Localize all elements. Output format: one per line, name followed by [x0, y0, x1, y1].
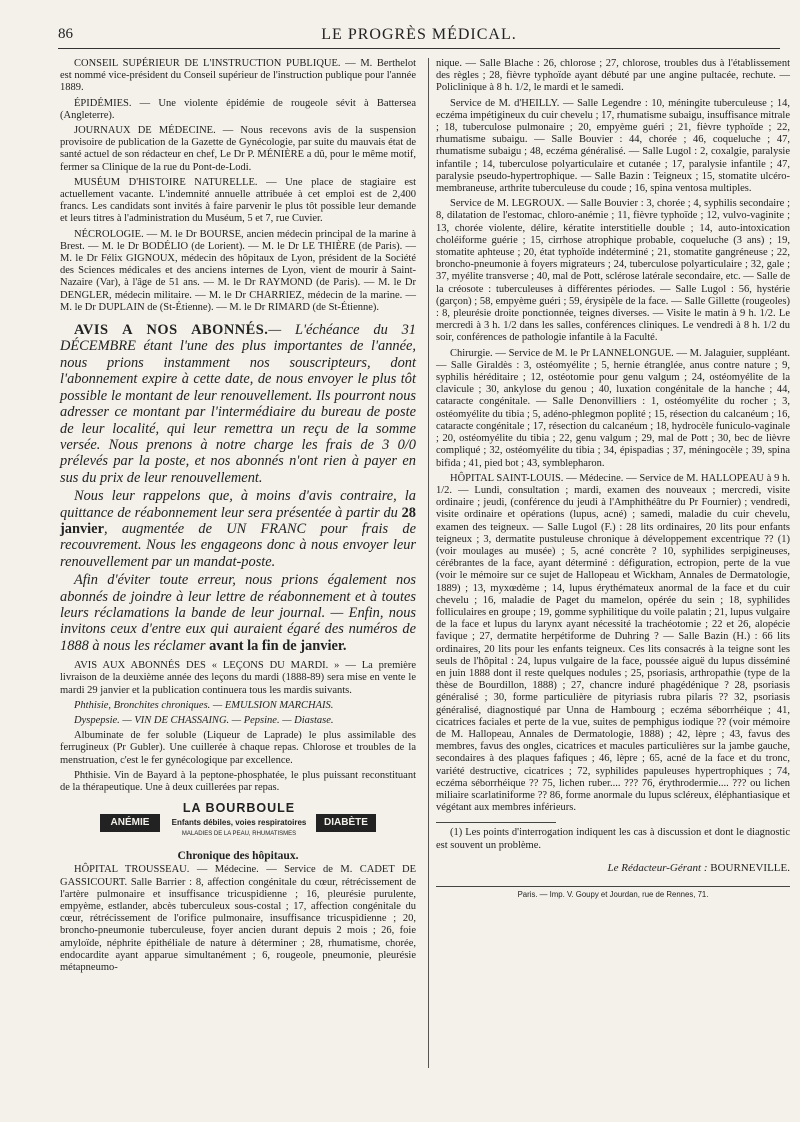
chronique-title: Chronique des hôpitaux. [177, 850, 299, 863]
printer-line: Paris. — Imp. V. Goupy et Jourdan, rue de Rennes, 71. [436, 886, 790, 901]
right-column [436, 58, 790, 901]
saint-louis-paragraph: HÔPITAL SAINT-LOUIS. — Médecine. — Service de M. HALLOPEAU à 9 h. 1/2. — Lundi, consultation ; mardi, examen des nouveaux ; mercredi, visite ordinaire ; jeudi, (conférence du jeudi à l'Amphithéâtre du Pr Fournier) ; vendredi, visite ordinaire et opérations (lupus, acné) ; samedi, maladie du cuir chevelu, examen des teigneux. — Salle Lugol (F.) : 28 lits ordinaires, 20 lits pour enfants teigneux ; 3, dermatite pustuleuse chronique à développement excentrique ?? (1) (voir moulages au musée) ; 5, acné concrète ? 10, syphilides serpigineuses, cérébrantes de la face, ayant déterminé : défiguration, ectropion, perte de la vue (voir le mémoire sur ce sujet de Hallopeau et Wickham, Annales de Dermatologie, 1889) ; 13, myxœdème ; 14, lupus érythémateux anormal de la face et du cuir chevelu ; 16, maladie de Paget du mamelon, opérée du sein ; 18, syphilides folliculaires en groupe ; 19, gomme syphilitique du voile palatin ; 21, lupus vulgaire de la face et lupus du larynx ayant nécessité la trachéotomie ; 22 et 26, alopécie favique ; 27, dermatite herpétiforme de Duhring ? — Salle Bazin (H.) : 66 lits ordinaires, 20 lits pour les enfants teigneux. Ces lits consacrés à la teigne sont les seuls de l'hôpital : 24, lupus vulgaire de la face, poussée aiguë du lupus disséminé en juin 1888 dont il reste quelques nodules ; 25, psoriasis, arthropathie (type de la thèse de Bourdillon, 1888) ; 27, chancre induré phagédénique ? 28, psoriasis généralisé ; 30, forme particulière de pityriasis rubra pilaris ?? 32, psoriasis généralisé, diagnostiqué par Unna de Hambourg ; eczéma séborrhéique ; 41, cicatrices faciales et perte de la vue, suites de pemphigus iodique ?? (voir mémoire de M. Hallopeau, Annales de Dermatologie, 1888) ; 42, lèpre ; 43, favus des membres, favus des ongles, cicatrices et macules particulières sur la jambe gauche, secondaires à des plaques fafiques ; 46, lèpre ; 65, acné de la face et du tronc, variété destructive, cicatrices ; 72, syphilides papuleuses hypertrophiques ; 74, eczéma séborrhéique ?? 75, lichen ruber.... ??? 76, érythrodermie.... ??? ou lichen miliaire scarlatiniforme ?? 86, forme anormale du lupus scléreux, éléphantiasique et végétant aux membres inférieurs. [436, 472, 790, 814]
journaux-paragraph: JOURNAUX DE MÉDECINE. — Nous recevons avis de la suspension provisoire de publication de la Gazette de Gynécologie, par suite du mauvais état de santé actuel de son rédacteur en chef, Le Dr P. MÉNIÈRE a dû, pour le même motif, fermer sa Clinique de la rue du Pont-de-Lodi. [60, 125, 416, 173]
avis-heading: AVIS A NOS ABONNÉS. [74, 322, 269, 339]
signature [436, 862, 790, 874]
signature-name: BOURNEVILLE. [710, 861, 790, 874]
footnote: (1) Les points d'interrogation indiquent les cas à discussion et dont le diagnostic est souvent un problème. [436, 827, 790, 851]
avis-p2a: Nous leur rappelons que, à moins d'avis contraire, la quittance de réabonnement leur sera présentée à partir du [60, 488, 416, 521]
museum-paragraph: MUSÉUM D'HISTOIRE NATURELLE. — Une place de stagiaire est actuellement vacante. L'indemnité annuelle attribuée à cet emploi est de 2,400 francs. Les candidats sont invités à faire parvenir le plus tôt possible leur demande et leurs titres à l'administration du Muséum, 5 et 7, rue Cuvier. [60, 176, 416, 225]
blache-paragraph: nique. — Salle Blache : 26, chlorose ; 27, chlorose, troubles dus à l'établissement des règles ; 28, fièvre typhoïde ayant débuté par une angine pultacée, rechute. — Policlinique à 8 h. 1/2, le mardi et le samedi. [436, 58, 790, 94]
bourboule-line2: MALADIES DE LA PEAU, RHUMATISMES [181, 831, 297, 838]
masthead: LE PROGRÈS MÉDICAL. [321, 26, 517, 43]
bourboule-title: LA BOURBOULE [182, 801, 296, 816]
footnote-rule [436, 822, 556, 823]
dyspepsie-ad: Dyspepsie. — VIN DE CHASSAING. — Pepsine. — Diastase. [74, 715, 334, 726]
conseil-paragraph: CONSEIL SUPÉRIEUR DE L'INSTRUCTION PUBLIQUE. — M. Berthelot est nommé vice-président du Conseil supérieur de l'instruction publique pour l'année 1889. [60, 58, 416, 94]
lecons-paragraph: AVIS AUX ABONNÉS DES « LEÇONS DU MARDI. » — La première livraison de la deuxième année des leçons du mardi (1888-89) sera mise en vente le mardi 29 janvier et la publication continuera tous les mardis suivants. [60, 660, 416, 696]
trousseau-paragraph: HÔPITAL TROUSSEAU. — Médecine. — Service de M. CADET DE GASSICOURT. Salle Barrier : 8, affection congénitale du cœur, rétrécissement de l'artère pulmonaire et insuffisance tricuspidienne ; 16, pleurésie purulente, empyème, estlander, abcès tuberculeux sous-costal ; 17, affection congénitale du cœur, rétrécissement de l'orifice pulmonaire, insuffisance tricuspidienne ; 20, broncho-pneumonie tuberculeuse, foyer ancien durant depuis 2 mois ; 26, foie amyloïde, néphrite épithéliale de nature à déterminer ; 28, rhumatisme, chorée, endocardite ayant apparue simultanément ; 6, rougeole, pneumonie, pleurésie métapneumo- [60, 864, 416, 974]
epidemies-paragraph: ÉPIDÉMIES. — Une violente épidémie de rougeole sévit à Battersea (Angleterre). [60, 97, 416, 121]
chirurgie-paragraph: Chirurgie. — Service de M. le Pr LANNELONGUE. — M. Jalaguier, suppléant. — Salle Giraldès : 3, ostéomyélite ; 5, hernie étranglée, anus contre nature ; 9, syphilis héréditaire ; 12, ostéotomie pour genu valgum ; 24, ostéomyélite de la clavicule ; 30, ankylose du genou ; 40, luxation congénitale de la hanche ; 44, cataracte congénitale. — Salle Denonvilliers : 1, ostéomyélite du rocher ; 3, ostéomyélite du tibia ; 5, adéno-phlegmon poplité ; 15, résection du calcanéum ; 16, cataracte congénitale ; 17, résection du calcanéum ; 18, hydrocèle funiculo-vaginale ; 20, ostéomyélite du tibia ; 22, genu valgum ; 29, mal de Pott ; 30, bec de lièvre compliqué ; 32, ostéomyélite du tibia ; 34, épispadias ; 37, méningocèle ; 39, spina bifida ; 41, pied bot ; 43, symblepharon. [436, 347, 790, 469]
signature-label: Le Rédacteur-Gérant : [607, 861, 708, 874]
necrologie-paragraph: NÉCROLOGIE. — M. le Dr BOURSE, ancien médecin principal de la marine à Brest. — M. le Dr BODÉLIO (de Lorient). — M. le Dr LE THIÈRE (de Paris). — M. le Dr Félix GIGNOUX, médecin des hôpitaux de Lyon, président de la Société des Sciences médicales et des anciens internes de Lyon, vient de mourir à Saint-Nazaire (Var), à l'âge de 51 ans. — M. le Dr RAYMOND (de Paris). — M. le Dr DENGLER, médecin militaire. — M. le Dr CHARRIEZ, médecin de la marine. — M. le Dr DUPLAIN de (St-Étienne). — M. le Dr RIMARD (de St-Étienne). [60, 228, 416, 313]
anemie-label: ANÉMIE [100, 814, 160, 832]
avis-date: 28 janvier [60, 504, 416, 537]
page-number: 86 [58, 26, 73, 42]
albuminate-ad: Albuminate de fer soluble (Liqueur de Laprade) le plus assimilable des ferrugineux (Pr Gubler). Une cuillerée à chaque repas. Chlorose et troubles de la menstruation, c'est le fer gynécologique par excellence. [60, 730, 416, 766]
avis-p3a: Afin d'éviter toute erreur, nous prions également nos abonnés de joindre à leur lettre de réabonnement et à toutes leurs réclamations la bande de leur journal. — Enfin, nous invitons ceux d'entre eux qui auraient égaré des numéros de 1888 à nous les réclamer [60, 572, 416, 654]
heilly-paragraph: Service de M. d'HEILLY. — Salle Legendre : 10, méningite tuberculeuse ; 14, eczéma impétigineux du cuir chevelu ; 17, rhumatisme subaigu, insuffisance mitrale ; 18, tuberculose pulmonaire ; 20, empyème guéri ; 21, fièvre typhoïde ; 22, rhumatisme subaigu. — Salle Bouvier : 44, chorée ; 46, coqueluche ; 47, rhumatisme subaigu ; 48, eczéma généralisé. — Salle Lugol : 2, coxalgie, paralysie infantile ; 14, tuberculose polyarticulaire et cutanée ; 17, paralysie infantile ; 47, paralysie pseudo-hypertrophique. — Salle Bazin : Teigneux ; 15, stomatite ulcéro-membraneuse, arthrite tuberculeuse du coude ; 16, spina ventosa multiples. [436, 97, 790, 195]
avis-p2b: , augmentée de UN FRANC pour frais de recouvrement. Nous les engageons donc à nous envoyer leur renouvellement par un mandat-poste. [60, 520, 416, 570]
avis-body: — L'échéance du 31 DÉCEMBRE étant l'une des plus importantes de l'année, nous prions instamment nos souscripteurs, dont l'abonnement expire à cette date, de nous envoyer le plus tôt possible le montant de leur renouvellement. Ils pourront nous adresser ce montant par l'intermédiaire du bureau de poste de leur localité, qui leur remettra un reçu de la somme versée. Nous prenons à notre charge les frais de 3 0/0 prélevés par la poste, et nos abonnés n'ont rien à payer en sus du prix de leur renouvellement. [60, 322, 416, 486]
left-column [60, 58, 416, 977]
avis-deadline: avant la fin de janvier. [209, 637, 347, 654]
bourboule-line1: Enfants débiles, voies respiratoires [171, 818, 307, 828]
avis-abonnes-notice [60, 322, 416, 654]
bayard-ad: Phthisie. Vin de Bayard à la peptone-phosphatée, le plus puissant reconstituant de la thérapeutique. Une à deux cuillerées par repas. [60, 769, 416, 794]
page-header [58, 26, 780, 46]
phthisie-ad: Phthisie, Bronchites chroniques. — EMULSION MARCHAIS. [74, 699, 334, 711]
legroux-paragraph: Service de M. LEGROUX. — Salle Bouvier : 3, chorée ; 4, syphilis secondaire ; 8, dilatation de l'estomac, chloro-anémie ; 11, fièvre typhoïde ; 12, vulvo-vaginite ; 13, chorée violente, délire, kératite interstitielle double ; 14, auto-intoxication choléiforme guérie ; 15, cirrhose atrophique probable, coqueluche (3 ans) ; 19, stomatite aphteuse ; 20, état typhoïde indéterminé ; 21, stomatite gangréneuse ; 22, broncho-pneumonie à foyers migrateurs ; 24, tuberculose polyarticulaire ; 32, gale ; 37, myélite transverse ; 40, mal de Pott, sclérose latérale secondaire, etc. — Salle de la créosote : tuberculeuses à différentes périodes. — Salle Lugol : 56, hystérie (garçon) ; 58, empyème guéri ; 59, érysipèle de la face. — Salle Gillette (rougeoles) : 8, pleurésie droite ponctionnée, teignes diverses. — Visite le matin à 9 h. 1/2. Le mercredi à 3 h. 1/2 dans les salles, conférences cliniques. Le vendredi à 8 h. 1/2 du soir, conférences de pathologie infantile à la Faculté. [436, 198, 790, 344]
column-divider [428, 58, 429, 1068]
bourboule-ad [60, 802, 416, 846]
diabete-label: DIABÈTE [316, 814, 376, 832]
header-rule [58, 48, 780, 49]
